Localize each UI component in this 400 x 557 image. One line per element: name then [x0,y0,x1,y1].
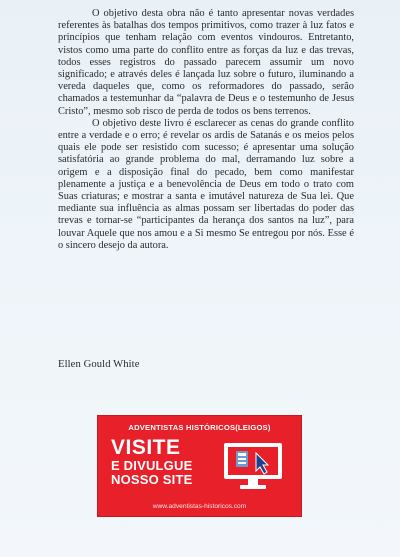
website-banner[interactable] [97,415,302,517]
body-text [58,8,354,252]
banner-url[interactable]: www.adventistas-historicos.com [152,503,247,510]
paragraph-1: O objetivo desta obra não é tanto apresentar novas verdades referentes às batalhas dos tempos primitivos, como trazer à luz fatos e princípios que tenham relação com eventos vindouros. Entretanto, vistos como uma parte do conflito entre as forças da luz e das trevas, todos esses registros do passado parecem assumir um novo significado; e através deles é lançada luz sobre o futuro, iluminando a vereda daqueles que, como os reformadores do passado, serão chamados a testemunhar da “palavra de Deus e o testemunho de Jesus Cristo”, mesmo sob risco de perda de todos os bens terrenos. [58,8,354,117]
paragraph-2: O objetivo deste livro é esclarecer as cenas do grande conflito entre a verdade e o erro; é revelar os ardis de Satanás e os meios pelos quais ele pode ser resistido com sucesso; é apresentar uma solução satisfatória ao grande problema do mal, derramando luz sobre a origem e a disposição final do pecado, bem como manifestar plenamente a justiça e a benevolência de Deus em todo o trato com Suas criaturas; e mostrar a santa e imutável natureza de Sua lei. Que mediante sua influência as almas possam ser libertadas do poder das trevas e tornar-se “participantes da herança dos santos na luz”, para louvar Aquele que nos amou e a Si mesmo Se entregou por nós. Esse é o sincero desejo da autora. [58,117,354,251]
banner-organization: ADVENTISTAS HISTÓRICOS(LEIGOS) [128,423,271,432]
computer-monitor-icon [222,441,286,493]
author-signature: Ellen Gould White [58,359,140,370]
banner-site: NOSSO SITE [111,472,193,487]
banner-divulgue: E DIVULGUE [111,458,193,473]
banner-headline [111,437,192,487]
banner-visite: VISITE [111,436,181,459]
